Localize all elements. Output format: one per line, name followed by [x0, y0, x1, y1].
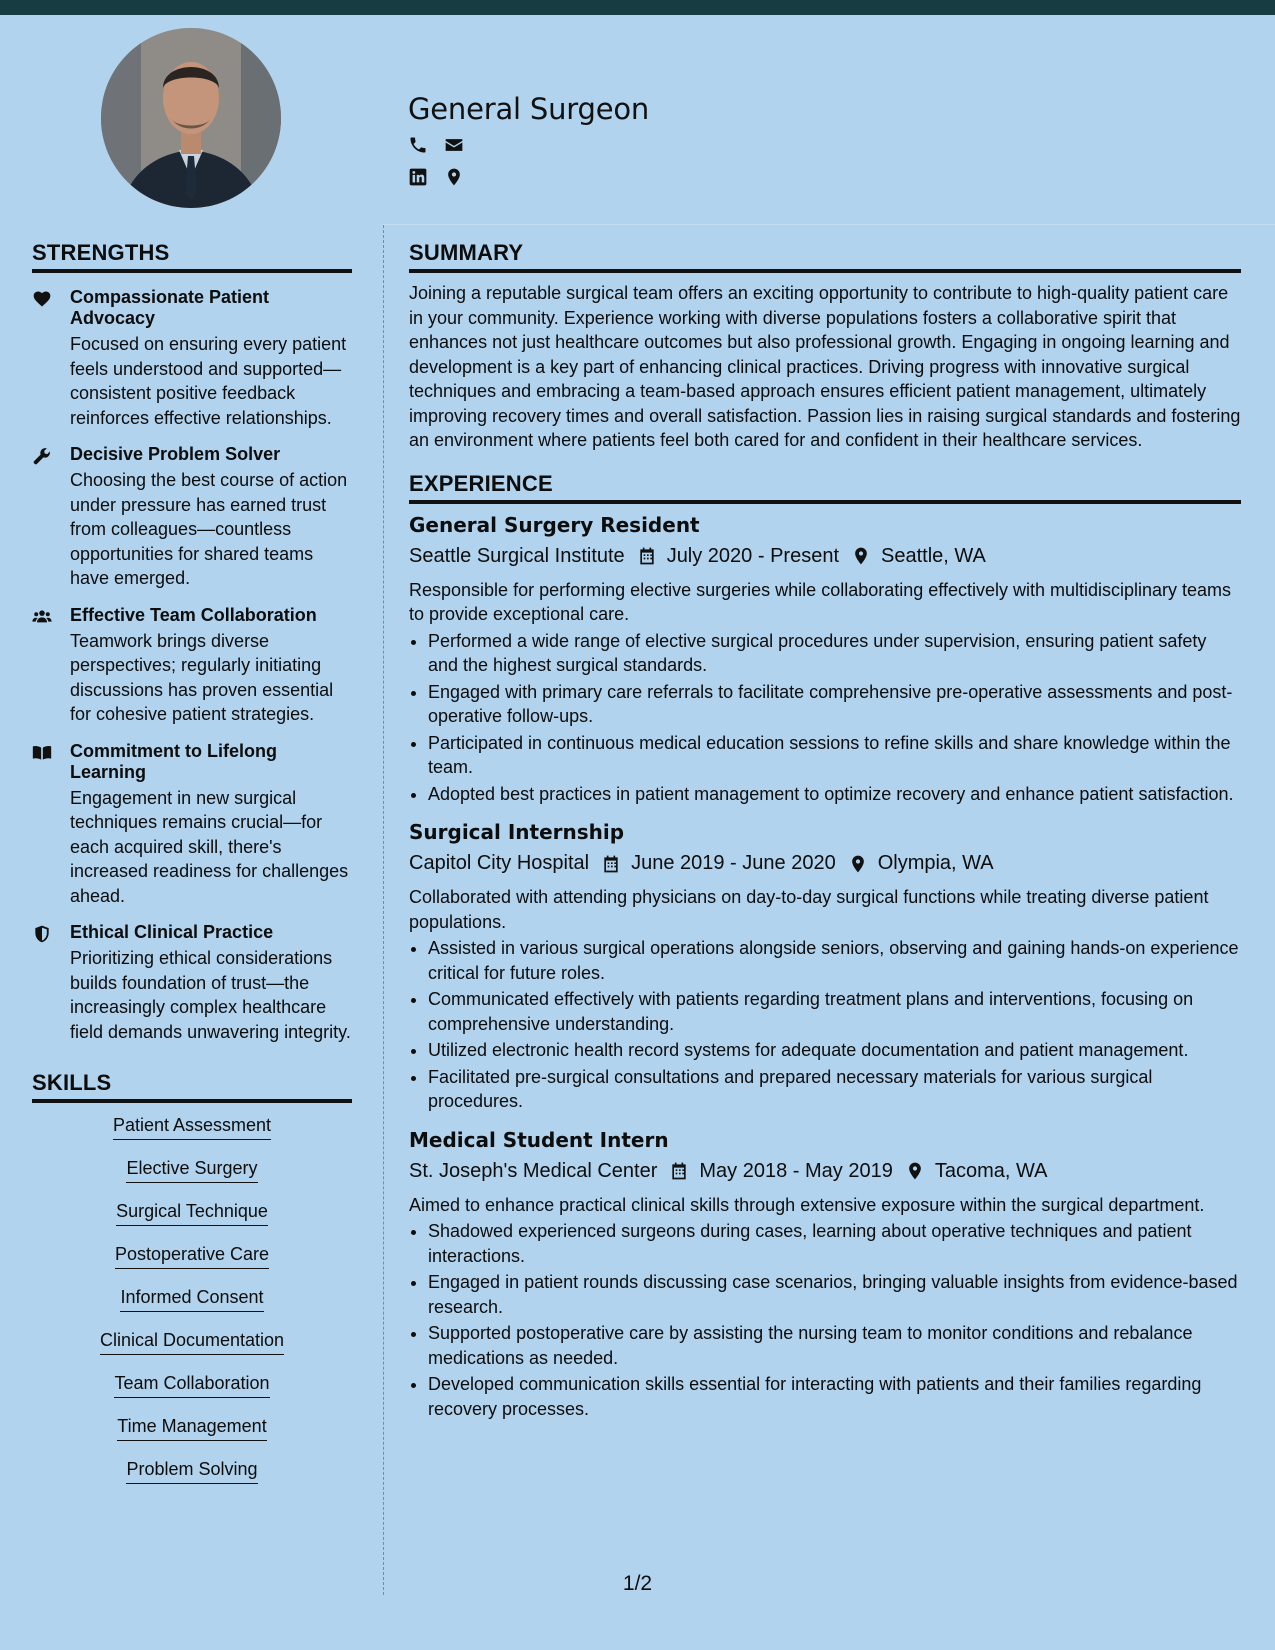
- job-bullet: • Shadowed experienced surgeons during cases, learning about operative techniques and patient interactions.: [428, 1219, 1241, 1268]
- strength-title: Commitment to Lifelong Learning: [70, 740, 277, 782]
- strength-item: [32, 922, 352, 1044]
- job-title-heading: General Surgeon: [408, 92, 650, 126]
- map-pin-icon: [905, 1161, 925, 1181]
- job-description: Collaborated with attending physicians on day-to-day surgical functions while treating diverse patient populations.: [409, 887, 1209, 932]
- experience-entry: [409, 513, 1241, 807]
- strengths-heading: STRENGTHS: [32, 240, 352, 273]
- skill-tag: Informed Consent: [120, 1287, 263, 1312]
- strength-description: Choosing the best course of action under pressure has earned trust from colleagues—countless opportunities for shared teams have emerged.: [70, 470, 348, 588]
- experience-entry: [409, 820, 1241, 1114]
- profile-photo: [101, 28, 281, 208]
- skills-list: [32, 1115, 352, 1484]
- job-meta: [409, 1160, 1241, 1183]
- job-meta: [409, 852, 1241, 875]
- skill-tag: Team Collaboration: [114, 1373, 269, 1398]
- job-bullet: • Communicated effectively with patients regarding treatment plans and interventions, focusing on comprehensive understanding.: [428, 987, 1241, 1036]
- experience-entry: [409, 1128, 1241, 1422]
- job-location: Tacoma, WA: [934, 1159, 1048, 1182]
- job-bullets: [409, 629, 1241, 807]
- experience-heading: EXPERIENCE: [409, 471, 1241, 504]
- job-bullet: • Engaged with primary care referrals to facilitate comprehensive pre-operative assessments and post-operative follow-ups.: [428, 680, 1241, 729]
- map-pin-icon[interactable]: [444, 167, 464, 187]
- job-bullets: [409, 936, 1241, 1114]
- skill-tag: Patient Assessment: [113, 1115, 271, 1140]
- job-bullet: • Performed a wide range of elective surgical procedures under supervision, ensuring patient safety and the highest surgical standards.: [428, 629, 1241, 678]
- job-description: Responsible for performing elective surgeries while collaborating effectively with multidisciplinary teams to provide exceptional care.: [409, 579, 1232, 624]
- strength-item: [32, 444, 352, 591]
- job-bullet: • Adopted best practices in patient management to optimize recovery and enhance patient satisfaction.: [428, 782, 1241, 807]
- job-bullet: • Facilitated pre-surgical consultations and prepared necessary materials for various surgical procedures.: [428, 1065, 1241, 1114]
- strength-title: Ethical Clinical Practice: [70, 922, 274, 942]
- job-position: Surgical Internship: [409, 820, 625, 844]
- job-company: St. Joseph's Medical Center: [409, 1159, 658, 1182]
- top-accent-bar: [0, 0, 1275, 15]
- job-bullet: • Supported postoperative care by assisting the nursing team to monitor conditions and rebalance medications as needed.: [428, 1321, 1241, 1370]
- strength-item: [32, 605, 352, 727]
- contact-row-2: [408, 167, 464, 187]
- job-bullet: • Engaged in patient rounds discussing case scenarios, bringing valuable insights from evidence-based research.: [428, 1270, 1241, 1319]
- strength-description: Engagement in new surgical techniques remains crucial—for each acquired skill, there's increased readiness for challenges ahead.: [70, 787, 349, 906]
- job-bullets: [409, 1219, 1241, 1421]
- contact-row-1: [408, 135, 464, 155]
- job-position: Medical Student Intern: [409, 1127, 669, 1152]
- calendar-icon: [669, 1161, 689, 1181]
- book-icon: [32, 741, 70, 909]
- map-pin-icon: [851, 546, 871, 566]
- job-location: Olympia, WA: [877, 852, 994, 874]
- job-bullet: • Participated in continuous medical education sessions to refine skills and share knowledge within the team.: [428, 731, 1241, 780]
- strength-title: Effective Team Collaboration: [70, 604, 317, 625]
- users-icon: [32, 605, 70, 727]
- right-column: [409, 240, 1241, 1423]
- skills-heading: SKILLS: [32, 1070, 352, 1103]
- page-number: 1/2: [622, 1572, 653, 1595]
- shield-icon: [32, 922, 70, 1044]
- job-position: General Surgery Resident: [409, 512, 700, 537]
- job-meta: [409, 545, 1241, 568]
- job-dates: May 2018 - May 2019: [699, 1159, 893, 1182]
- strength-title: Compassionate Patient Advocacy: [70, 287, 270, 328]
- strength-description: Prioritizing ethical considerations builds foundation of trust—the increasingly complex healthcare field demands unwavering integrity.: [70, 948, 351, 1042]
- summary-text: Joining a reputable surgical team offers an exciting opportunity to contribute to high-quality patient care in your community. Experience working with diverse populations fosters a collaborative spirit that enhances not just healthcare outcomes but also professional growth. Engaging in ongoing learning and development is a key part of enhancing clinical practices. Driving progress with innovative surgical techniques and embracing a team-based approach ensures efficient patient management, ultimately improving recovery times and overall satisfaction. Passion lies in raising surgical standards and fostering an environment where patients feel both cared for and confident in their healthcare services.: [409, 283, 1241, 450]
- job-dates: July 2020 - Present: [666, 544, 840, 567]
- job-bullet: • Assisted in various surgical operations alongside seniors, observing and gaining hands-on experience critical for future roles.: [428, 936, 1241, 985]
- skill-tag: Clinical Documentation: [100, 1330, 284, 1355]
- skill-tag: Surgical Technique: [116, 1201, 268, 1226]
- job-bullet: • Utilized electronic health record systems for adequate documentation and patient management.: [428, 1038, 1241, 1063]
- job-bullet: • Developed communication skills essential for interacting with patients and their families regarding recovery processes.: [428, 1372, 1241, 1421]
- job-description: Aimed to enhance practical clinical skills through extensive exposure within the surgical department.: [409, 1194, 1205, 1215]
- column-divider: [383, 225, 384, 1595]
- header-separator: [382, 224, 1275, 225]
- heart-icon: [32, 287, 70, 430]
- strength-description: Teamwork brings diverse perspectives; regularly initiating discussions has proven essential for cohesive patient strategies.: [70, 630, 334, 724]
- skill-tag: Problem Solving: [126, 1459, 257, 1484]
- profile-photo-image: [101, 28, 281, 208]
- calendar-icon: [637, 546, 657, 566]
- strength-item: [32, 741, 352, 909]
- map-pin-icon: [848, 854, 868, 874]
- skill-tag: Elective Surgery: [126, 1158, 257, 1183]
- strength-item: [32, 287, 352, 430]
- skill-tag: Time Management: [117, 1416, 266, 1441]
- job-location: Seattle, WA: [881, 544, 986, 567]
- calendar-icon: [601, 854, 621, 874]
- strength-description: Focused on ensuring every patient feels understood and supported—consistent positive feedback reinforces effective relationships.: [70, 334, 347, 428]
- phone-icon[interactable]: [408, 135, 428, 155]
- left-column: [32, 240, 352, 1502]
- wrench-icon: [32, 444, 70, 591]
- job-company: Capitol City Hospital: [409, 852, 590, 874]
- skill-tag: Postoperative Care: [115, 1244, 269, 1269]
- job-dates: June 2019 - June 2020: [631, 852, 836, 874]
- summary-heading: SUMMARY: [409, 240, 1241, 273]
- skills-section: [32, 1070, 352, 1484]
- job-company: Seattle Surgical Institute: [409, 544, 625, 567]
- envelope-icon[interactable]: [444, 135, 464, 155]
- linkedin-icon[interactable]: [408, 167, 428, 187]
- strength-title: Decisive Problem Solver: [70, 444, 281, 464]
